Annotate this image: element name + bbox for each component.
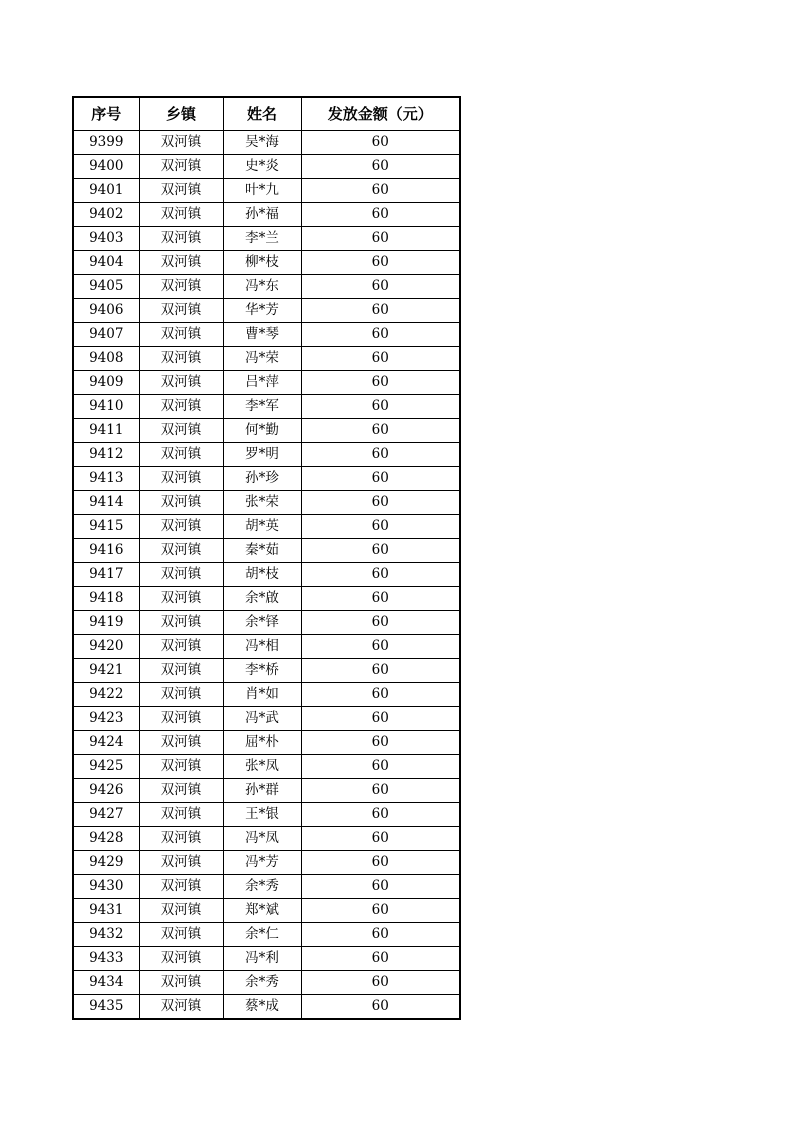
cell-amount: 60: [301, 658, 460, 682]
table-row: [73, 730, 460, 754]
cell-town: 双河镇: [139, 394, 223, 418]
cell-name: 王*银: [223, 802, 301, 826]
cell-town: 双河镇: [139, 970, 223, 994]
cell-town: 双河镇: [139, 658, 223, 682]
cell-amount: 60: [301, 490, 460, 514]
cell-town: 双河镇: [139, 562, 223, 586]
cell-amount: 60: [301, 682, 460, 706]
cell-name: 屈*朴: [223, 730, 301, 754]
cell-name: 孙*群: [223, 778, 301, 802]
cell-amount: 60: [301, 514, 460, 538]
cell-name: 冯*利: [223, 946, 301, 970]
cell-town: 双河镇: [139, 778, 223, 802]
cell-serial-number: 9418: [73, 586, 139, 610]
table-row: [73, 850, 460, 874]
cell-serial-number: 9406: [73, 298, 139, 322]
cell-serial-number: 9401: [73, 178, 139, 202]
table-row: [73, 706, 460, 730]
cell-amount: 60: [301, 874, 460, 898]
cell-name: 余*仁: [223, 922, 301, 946]
header-name: 姓名: [223, 97, 301, 130]
cell-amount: 60: [301, 994, 460, 1019]
cell-name: 孙*珍: [223, 466, 301, 490]
cell-amount: 60: [301, 922, 460, 946]
cell-town: 双河镇: [139, 826, 223, 850]
cell-name: 余*铎: [223, 610, 301, 634]
cell-serial-number: 9425: [73, 754, 139, 778]
cell-name: 蔡*成: [223, 994, 301, 1019]
cell-name: 余*秀: [223, 970, 301, 994]
table-body: [73, 130, 460, 1019]
cell-name: 孙*福: [223, 202, 301, 226]
cell-serial-number: 9399: [73, 130, 139, 154]
cell-amount: 60: [301, 274, 460, 298]
table-row: [73, 370, 460, 394]
table-row: [73, 178, 460, 202]
table-row: [73, 874, 460, 898]
table-row: [73, 754, 460, 778]
cell-town: 双河镇: [139, 418, 223, 442]
table-row: [73, 298, 460, 322]
cell-name: 李*兰: [223, 226, 301, 250]
table-row: [73, 802, 460, 826]
cell-name: 冯*芳: [223, 850, 301, 874]
cell-amount: 60: [301, 850, 460, 874]
payout-table: [72, 96, 461, 1020]
cell-amount: 60: [301, 754, 460, 778]
table-row: [73, 394, 460, 418]
cell-amount: 60: [301, 130, 460, 154]
cell-amount: 60: [301, 898, 460, 922]
cell-serial-number: 9405: [73, 274, 139, 298]
table-row: [73, 970, 460, 994]
cell-serial-number: 9424: [73, 730, 139, 754]
table-row: [73, 610, 460, 634]
cell-serial-number: 9410: [73, 394, 139, 418]
table-row: [73, 130, 460, 154]
cell-amount: 60: [301, 298, 460, 322]
cell-town: 双河镇: [139, 922, 223, 946]
cell-name: 史*炎: [223, 154, 301, 178]
cell-name: 冯*东: [223, 274, 301, 298]
cell-serial-number: 9415: [73, 514, 139, 538]
table-row: [73, 898, 460, 922]
cell-town: 双河镇: [139, 202, 223, 226]
cell-name: 吕*萍: [223, 370, 301, 394]
cell-name: 余*啟: [223, 586, 301, 610]
cell-town: 双河镇: [139, 682, 223, 706]
cell-amount: 60: [301, 802, 460, 826]
cell-serial-number: 9430: [73, 874, 139, 898]
cell-serial-number: 9428: [73, 826, 139, 850]
cell-name: 曹*琴: [223, 322, 301, 346]
cell-serial-number: 9411: [73, 418, 139, 442]
cell-serial-number: 9426: [73, 778, 139, 802]
table-row: [73, 490, 460, 514]
cell-serial-number: 9408: [73, 346, 139, 370]
cell-name: 胡*枝: [223, 562, 301, 586]
cell-serial-number: 9419: [73, 610, 139, 634]
cell-serial-number: 9402: [73, 202, 139, 226]
cell-serial-number: 9431: [73, 898, 139, 922]
cell-amount: 60: [301, 586, 460, 610]
header-serial-number: 序号: [73, 97, 139, 130]
cell-serial-number: 9403: [73, 226, 139, 250]
cell-town: 双河镇: [139, 466, 223, 490]
cell-name: 肖*如: [223, 682, 301, 706]
cell-name: 李*桥: [223, 658, 301, 682]
cell-serial-number: 9421: [73, 658, 139, 682]
table-row: [73, 826, 460, 850]
cell-town: 双河镇: [139, 706, 223, 730]
table-row: [73, 922, 460, 946]
cell-town: 双河镇: [139, 610, 223, 634]
cell-serial-number: 9407: [73, 322, 139, 346]
cell-town: 双河镇: [139, 178, 223, 202]
cell-name: 吴*海: [223, 130, 301, 154]
cell-amount: 60: [301, 946, 460, 970]
cell-town: 双河镇: [139, 298, 223, 322]
cell-town: 双河镇: [139, 250, 223, 274]
cell-name: 罗*明: [223, 442, 301, 466]
cell-town: 双河镇: [139, 226, 223, 250]
table-row: [73, 418, 460, 442]
cell-name: 何*勤: [223, 418, 301, 442]
cell-name: 余*秀: [223, 874, 301, 898]
cell-amount: 60: [301, 394, 460, 418]
cell-serial-number: 9429: [73, 850, 139, 874]
cell-serial-number: 9400: [73, 154, 139, 178]
cell-amount: 60: [301, 562, 460, 586]
cell-name: 柳*枝: [223, 250, 301, 274]
cell-amount: 60: [301, 346, 460, 370]
table-row: [73, 778, 460, 802]
cell-town: 双河镇: [139, 322, 223, 346]
header-town: 乡镇: [139, 97, 223, 130]
cell-serial-number: 9435: [73, 994, 139, 1019]
cell-town: 双河镇: [139, 514, 223, 538]
table-row: [73, 442, 460, 466]
cell-serial-number: 9432: [73, 922, 139, 946]
cell-serial-number: 9409: [73, 370, 139, 394]
cell-serial-number: 9434: [73, 970, 139, 994]
table-row: [73, 634, 460, 658]
cell-name: 冯*武: [223, 706, 301, 730]
cell-name: 冯*凤: [223, 826, 301, 850]
cell-town: 双河镇: [139, 490, 223, 514]
cell-amount: 60: [301, 730, 460, 754]
cell-town: 双河镇: [139, 994, 223, 1019]
cell-amount: 60: [301, 154, 460, 178]
cell-serial-number: 9427: [73, 802, 139, 826]
cell-town: 双河镇: [139, 874, 223, 898]
cell-serial-number: 9417: [73, 562, 139, 586]
cell-town: 双河镇: [139, 730, 223, 754]
header-amount: 发放金额（元）: [301, 97, 460, 130]
table-row: [73, 538, 460, 562]
cell-name: 冯*相: [223, 634, 301, 658]
table-row: [73, 346, 460, 370]
cell-serial-number: 9404: [73, 250, 139, 274]
header-row: [73, 97, 460, 130]
cell-town: 双河镇: [139, 538, 223, 562]
cell-town: 双河镇: [139, 898, 223, 922]
cell-town: 双河镇: [139, 802, 223, 826]
cell-amount: 60: [301, 610, 460, 634]
cell-town: 双河镇: [139, 850, 223, 874]
cell-town: 双河镇: [139, 346, 223, 370]
cell-amount: 60: [301, 322, 460, 346]
cell-town: 双河镇: [139, 130, 223, 154]
table-row: [73, 226, 460, 250]
cell-serial-number: 9412: [73, 442, 139, 466]
cell-town: 双河镇: [139, 754, 223, 778]
table-row: [73, 562, 460, 586]
cell-amount: 60: [301, 466, 460, 490]
cell-amount: 60: [301, 826, 460, 850]
cell-serial-number: 9422: [73, 682, 139, 706]
cell-town: 双河镇: [139, 946, 223, 970]
table-row: [73, 250, 460, 274]
cell-amount: 60: [301, 370, 460, 394]
cell-name: 叶*九: [223, 178, 301, 202]
table-row: [73, 154, 460, 178]
cell-amount: 60: [301, 202, 460, 226]
cell-town: 双河镇: [139, 586, 223, 610]
cell-town: 双河镇: [139, 370, 223, 394]
cell-name: 华*芳: [223, 298, 301, 322]
cell-name: 胡*英: [223, 514, 301, 538]
cell-amount: 60: [301, 250, 460, 274]
cell-amount: 60: [301, 634, 460, 658]
table-row: [73, 322, 460, 346]
cell-serial-number: 9433: [73, 946, 139, 970]
cell-amount: 60: [301, 226, 460, 250]
cell-town: 双河镇: [139, 442, 223, 466]
document-page: [72, 96, 461, 1020]
table-row: [73, 466, 460, 490]
cell-serial-number: 9416: [73, 538, 139, 562]
cell-serial-number: 9414: [73, 490, 139, 514]
table-row: [73, 274, 460, 298]
cell-amount: 60: [301, 778, 460, 802]
cell-name: 张*凤: [223, 754, 301, 778]
cell-serial-number: 9423: [73, 706, 139, 730]
cell-amount: 60: [301, 442, 460, 466]
cell-amount: 60: [301, 970, 460, 994]
table-row: [73, 658, 460, 682]
cell-town: 双河镇: [139, 274, 223, 298]
cell-town: 双河镇: [139, 634, 223, 658]
cell-town: 双河镇: [139, 154, 223, 178]
cell-amount: 60: [301, 418, 460, 442]
table-header: [73, 97, 460, 130]
cell-serial-number: 9420: [73, 634, 139, 658]
table-row: [73, 946, 460, 970]
cell-serial-number: 9413: [73, 466, 139, 490]
cell-amount: 60: [301, 538, 460, 562]
cell-amount: 60: [301, 706, 460, 730]
cell-name: 张*荣: [223, 490, 301, 514]
cell-name: 秦*茹: [223, 538, 301, 562]
cell-name: 郑*斌: [223, 898, 301, 922]
table-row: [73, 994, 460, 1019]
table-row: [73, 682, 460, 706]
cell-amount: 60: [301, 178, 460, 202]
cell-name: 冯*荣: [223, 346, 301, 370]
table-row: [73, 514, 460, 538]
table-row: [73, 202, 460, 226]
cell-name: 李*军: [223, 394, 301, 418]
table-row: [73, 586, 460, 610]
